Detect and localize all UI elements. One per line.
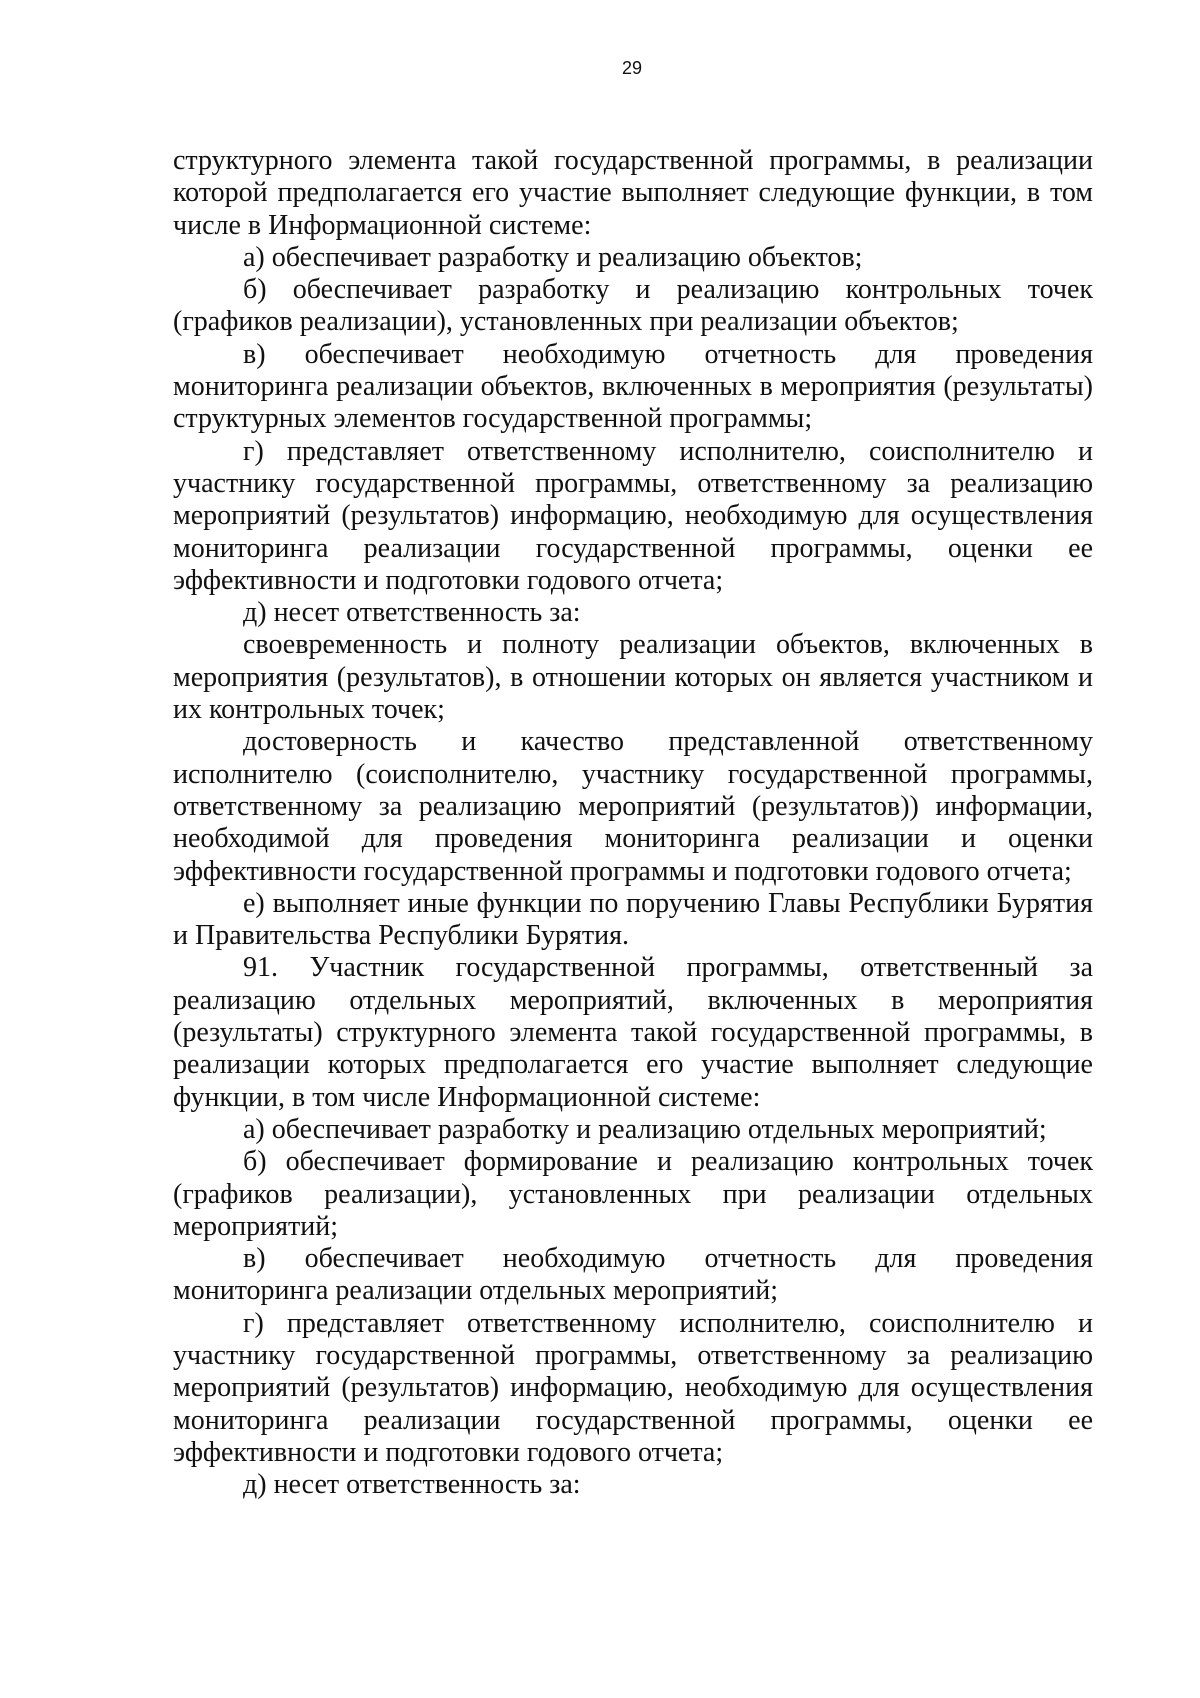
paragraph-91-item-d: д) несет ответственность за:	[243, 1469, 581, 1501]
paragraph-item-d-reliability: достоверность и качество представленной ответственному исполнителю (соисполнителю, участнику государственной программы, ответственному за реализацию мероприятий (результатов)) информации, необходимой для проведения мониторинга реализации и оценки эффективности государственной программы и подготовки годового отчета;	[173, 726, 1093, 887]
paragraph-continuation: структурного элемента такой государственной программы, в реализации которой предполагается его участие выполняет следующие функции, в том числе в Информационной системе:	[173, 145, 1093, 241]
paragraph-section-91: 91. Участник государственной программы, ответственный за реализацию отдельных мероприятий, включенных в мероприятия (результаты) структурного элемента такой государственной программы, в реализации которых предполагается его участие выполняет следующие функции, в том числе Информационной системе:	[173, 952, 1093, 1113]
paragraph-91-item-g: г) представляет ответственному исполнителю, соисполнителю и участнику государственной программы, ответственному за реализацию мероприятий (результатов) информацию, необходимую для осуществления мониторинга реализации государственной программы, оценки ее эффективности и подготовки годового отчета;	[173, 1307, 1093, 1468]
paragraph-item-a: а) обеспечивает разработку и реализацию объектов;	[243, 241, 863, 273]
paragraph-91-item-a: а) обеспечивает разработку и реализацию отдельных мероприятий;	[243, 1113, 1047, 1145]
paragraph-item-e: е) выполняет иные функции по поручению Главы Республики Бурятия и Правительства Республики Бурятия.	[173, 887, 1093, 952]
paragraph-91-item-v: в) обеспечивает необходимую отчетность для проведения мониторинга реализации отдельных мероприятий;	[173, 1243, 1093, 1307]
paragraph-91-item-b: б) обеспечивает формирование и реализацию контрольных точек (графиков реализации), установленных при реализации отдельных мероприятий;	[173, 1146, 1093, 1242]
paragraph-item-d: д) несет ответственность за:	[243, 597, 581, 629]
paragraph-item-b: б) обеспечивает разработку и реализацию контрольных точек (графиков реализации), установленных при реализации объектов;	[173, 274, 1093, 338]
paragraph-item-g: г) представляет ответственному исполнителю, соисполнителю и участнику государственной программы, ответственному за реализацию мероприятий (результатов) информацию, необходимую для осуществления мониторинга реализации государственной программы, оценки ее эффективности и подготовки годового отчета;	[173, 435, 1093, 596]
paragraph-item-v: в) обеспечивает необходимую отчетность для проведения мониторинга реализации объектов, включенных в мероприятия (результаты) структурных элементов государственной программы;	[173, 338, 1093, 435]
page-number: 29	[621, 58, 643, 78]
paragraph-item-d-timeliness: своевременность и полноту реализации объектов, включенных в мероприятия (результатов), в отношении которых он является участником и их контрольных точек;	[173, 629, 1093, 726]
document-body	[173, 145, 1093, 1501]
